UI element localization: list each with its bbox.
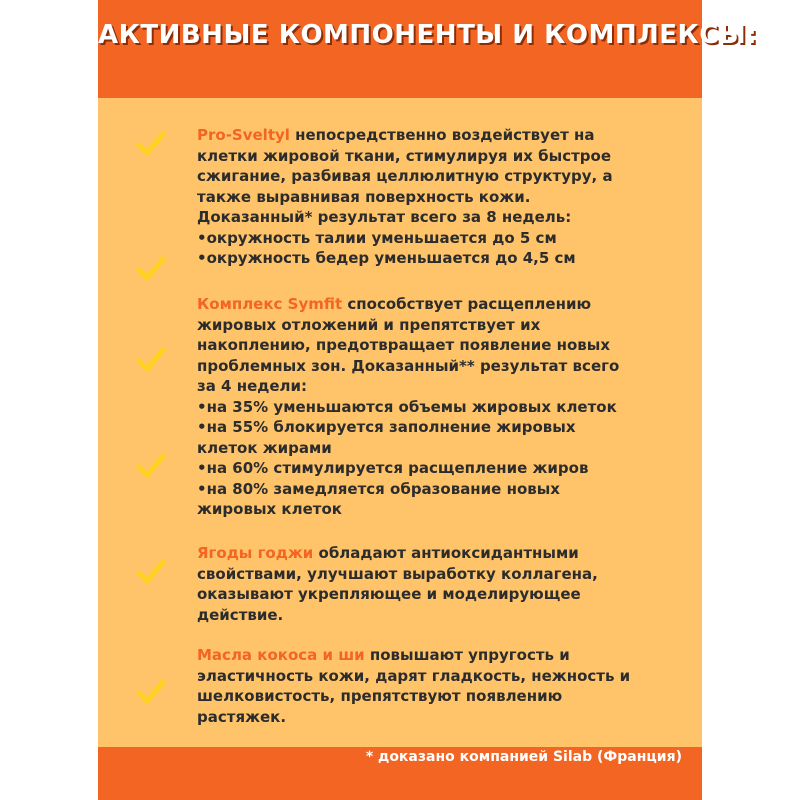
section-text: способствует расщеплению жировых отложений и препятствует их накоплению, предотвращает появление новых проблемных зон. Доказанный** результат всего за 4 недели: bbox=[197, 295, 620, 395]
footnote: * доказано компанией Silab (Франция) bbox=[365, 749, 682, 765]
poster-frame bbox=[98, 0, 758, 800]
bullet-item: •окружность талии уменьшается до 5 см bbox=[197, 228, 557, 247]
section-symfit bbox=[197, 294, 637, 520]
section-lead: Комплекс Symfit bbox=[197, 295, 343, 313]
checkmark-icon bbox=[136, 255, 166, 283]
content-panel bbox=[98, 98, 702, 747]
checkmark-icon bbox=[136, 558, 166, 586]
checkmark-icon bbox=[136, 130, 166, 158]
section-text: непосредственно воздействует на клетки жировой ткани, стимулируя их быстрое сжигание, разбивая целлюлитную структуру, а также выравнивая поверхность кожи. Доказанный* результат всего за 8 недель: bbox=[197, 126, 613, 226]
section-lead: Ягоды годжи bbox=[197, 544, 314, 562]
checkmark-icon bbox=[136, 678, 166, 706]
checkmark-icon bbox=[136, 452, 166, 480]
section-goji bbox=[197, 543, 637, 625]
section-text: обладают антиоксидантными свойствами, улучшают выработку коллагена, оказывают укрепляющее и моделирующее действие. bbox=[197, 544, 598, 624]
section-text: повышают упругость и эластичность кожи, дарят гладкость, нежность и шелковистость, препятствуют появлению растяжек. bbox=[197, 646, 631, 726]
bullet-item: •на 80% замедляется образование новых жировых клеток bbox=[197, 479, 560, 518]
section-lead: Pro-Sveltyl bbox=[197, 126, 290, 144]
bullet-item: •окружность бедер уменьшается до 4,5 см bbox=[197, 249, 576, 267]
page-title: АКТИВНЫЕ КОМПОНЕНТЫ И КОМПЛЕКСЫ: bbox=[98, 20, 758, 50]
bullet-item: •на 55% блокируется заполнение жировых клеток жирами bbox=[197, 418, 576, 457]
bullet-item: •на 60% стимулируется расщепление жиров bbox=[197, 459, 589, 477]
section-lead: Масла кокоса и ши bbox=[197, 646, 365, 664]
section-pro-sveltyl bbox=[197, 125, 637, 269]
section-oils bbox=[197, 645, 637, 727]
checkmark-icon bbox=[136, 346, 166, 374]
bullet-item: •на 35% уменьшаются объемы жировых клеток bbox=[197, 397, 617, 416]
